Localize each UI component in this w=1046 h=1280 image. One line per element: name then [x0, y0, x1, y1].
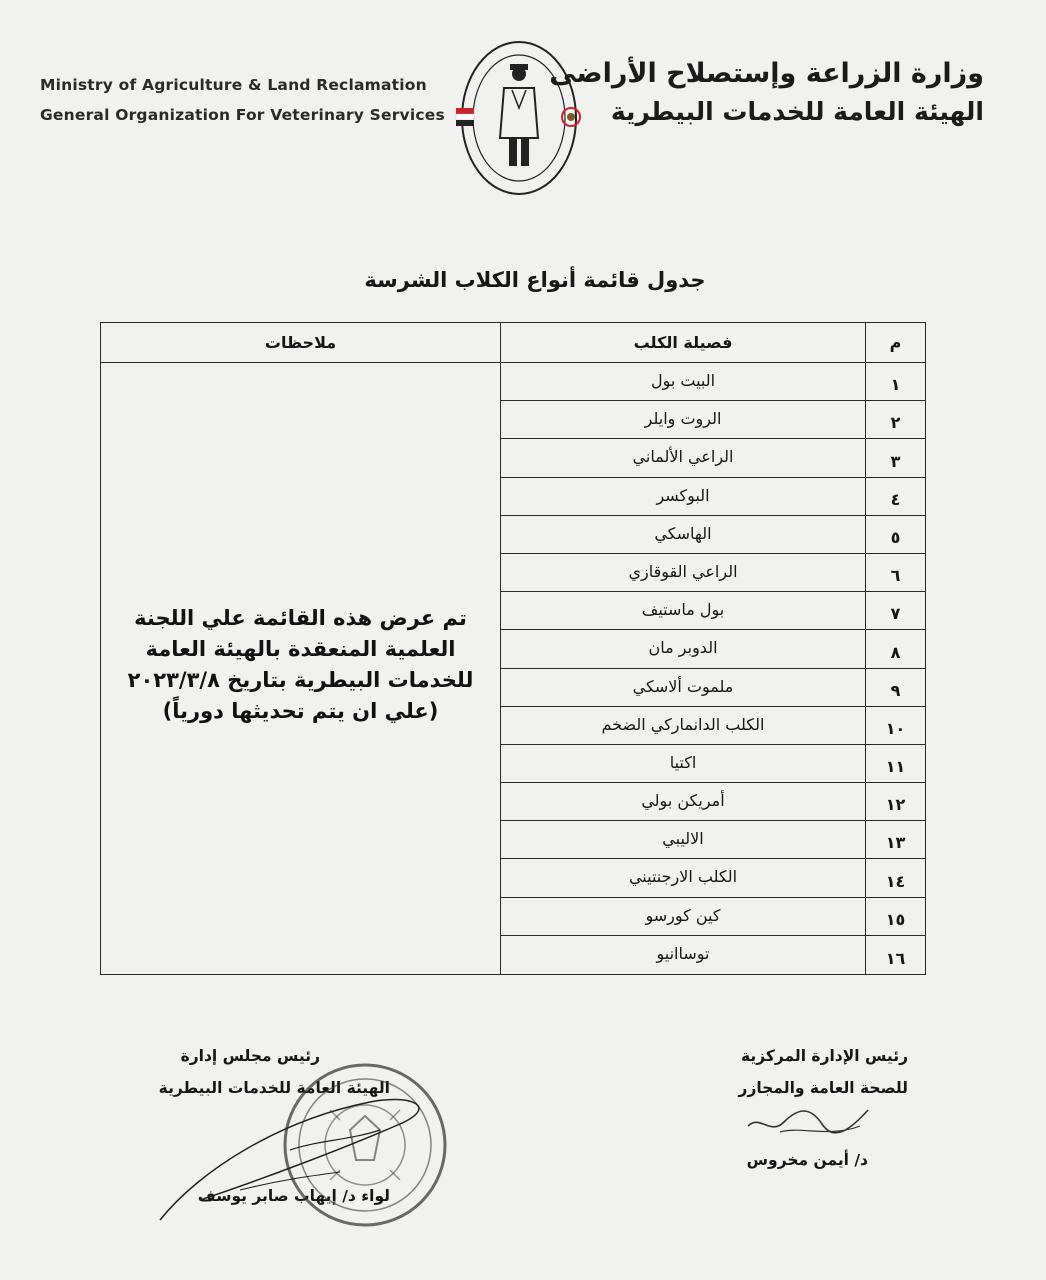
row-breed: الهاسكي [654, 523, 712, 543]
table-row [501, 516, 925, 554]
row-breed: الراعي الألماني [632, 447, 734, 467]
organization-name-ar: الهيئة العامة للخدمات البيطرية [610, 97, 984, 126]
notes-column [101, 323, 501, 974]
table-row [501, 898, 925, 936]
notes-header: ملاحظات [101, 323, 500, 363]
row-breed: الكلب الارجنتيني [628, 867, 738, 887]
row-breed: بول ماستيف [641, 600, 725, 620]
organization-name-en: General Organization For Veterinary Services [40, 106, 445, 124]
row-breed: الدوبر مان [648, 638, 718, 658]
row-number: ١٢ [865, 783, 925, 820]
notes-text [111, 603, 490, 727]
signatory-name: لواء د/ إيهاب صابر يوسف [197, 1187, 390, 1205]
row-breed: كين كورسو [645, 905, 721, 925]
row-number: ١٤ [865, 859, 925, 896]
table-header-row [501, 323, 925, 363]
ministry-name-en: Ministry of Agriculture & Land Reclamation [40, 76, 427, 94]
row-number: ١ [865, 363, 925, 400]
row-number: ٢ [865, 401, 925, 438]
table-row [501, 554, 925, 592]
ministry-name-ar: وزارة الزراعة وإستصلاح الأراضى [549, 58, 984, 89]
table-row [501, 936, 925, 974]
row-number: ٤ [865, 478, 925, 515]
row-breed: الراعي القوقازي [628, 561, 738, 581]
row-number: ٩ [865, 669, 925, 706]
table-row [501, 439, 925, 477]
signatory-title-line1: رئيس الإدارة المركزية [740, 1047, 908, 1065]
row-number: ١٣ [865, 821, 925, 858]
row-breed: الكلب الدانماركي الضخم [601, 714, 765, 734]
row-number: ٦ [865, 554, 925, 591]
table-row [501, 630, 925, 668]
signature-block-central-admin [668, 1040, 908, 1169]
breed-rows [501, 323, 925, 974]
signatory-title-line2: الهيئة العامة للخدمات البيطرية [158, 1079, 390, 1097]
notes-line: العلمية المنعقدة بالهيئة العامة [145, 637, 456, 661]
row-number: ١٥ [865, 898, 925, 935]
handwritten-signature-right [740, 1096, 880, 1146]
row-breed: الروت وايلر [644, 409, 722, 429]
signatory-title-line1: رئيس مجلس إدارة [180, 1047, 320, 1065]
handwritten-signature-left [140, 1080, 460, 1230]
table-row [501, 859, 925, 897]
english-header [40, 70, 445, 130]
row-breed: البوكسر [656, 485, 710, 505]
signatory-title-line2: للصحة العامة والمجازر [738, 1079, 908, 1097]
row-number: ٣ [865, 439, 925, 476]
notes-line: للخدمات البيطرية بتاريخ ٢٠٢٣/٣/٨ [127, 668, 474, 692]
notes-line: تم عرض هذه القائمة علي اللجنة [134, 606, 467, 630]
aggressive-dogs-table [100, 322, 926, 975]
table-row [501, 478, 925, 516]
row-number: ٥ [865, 516, 925, 553]
row-number: ٧ [865, 592, 925, 629]
row-breed: الاليبي [662, 829, 704, 849]
table-row [501, 592, 925, 630]
table-row [501, 363, 925, 401]
row-breed: البيت بول [650, 371, 716, 390]
row-number: ٨ [865, 630, 925, 667]
row-number: ١٠ [865, 707, 925, 744]
row-number: ١١ [865, 745, 925, 782]
row-breed: ملموت ألاسكي [632, 676, 734, 696]
table-row [501, 821, 925, 859]
table-row [501, 745, 925, 783]
table-row [501, 783, 925, 821]
table-row [501, 401, 925, 439]
signatory-name: د/ أيمن مخروس [746, 1151, 868, 1169]
number-header: م [865, 323, 925, 362]
table-row [501, 707, 925, 745]
document-title: جدول قائمة أنواع الكلاب الشرسة [364, 268, 706, 292]
arabic-header [549, 56, 984, 130]
row-breed: أمريكن بولي [641, 791, 725, 811]
breed-header: فصيلة الكلب [633, 333, 733, 352]
row-number: ١٦ [865, 936, 925, 974]
notes-line: (علي ان يتم تحديثها دورياً) [162, 699, 439, 723]
table-row [501, 669, 925, 707]
row-breed: اكتيا [669, 752, 697, 772]
row-breed: توساانيو [656, 943, 710, 963]
